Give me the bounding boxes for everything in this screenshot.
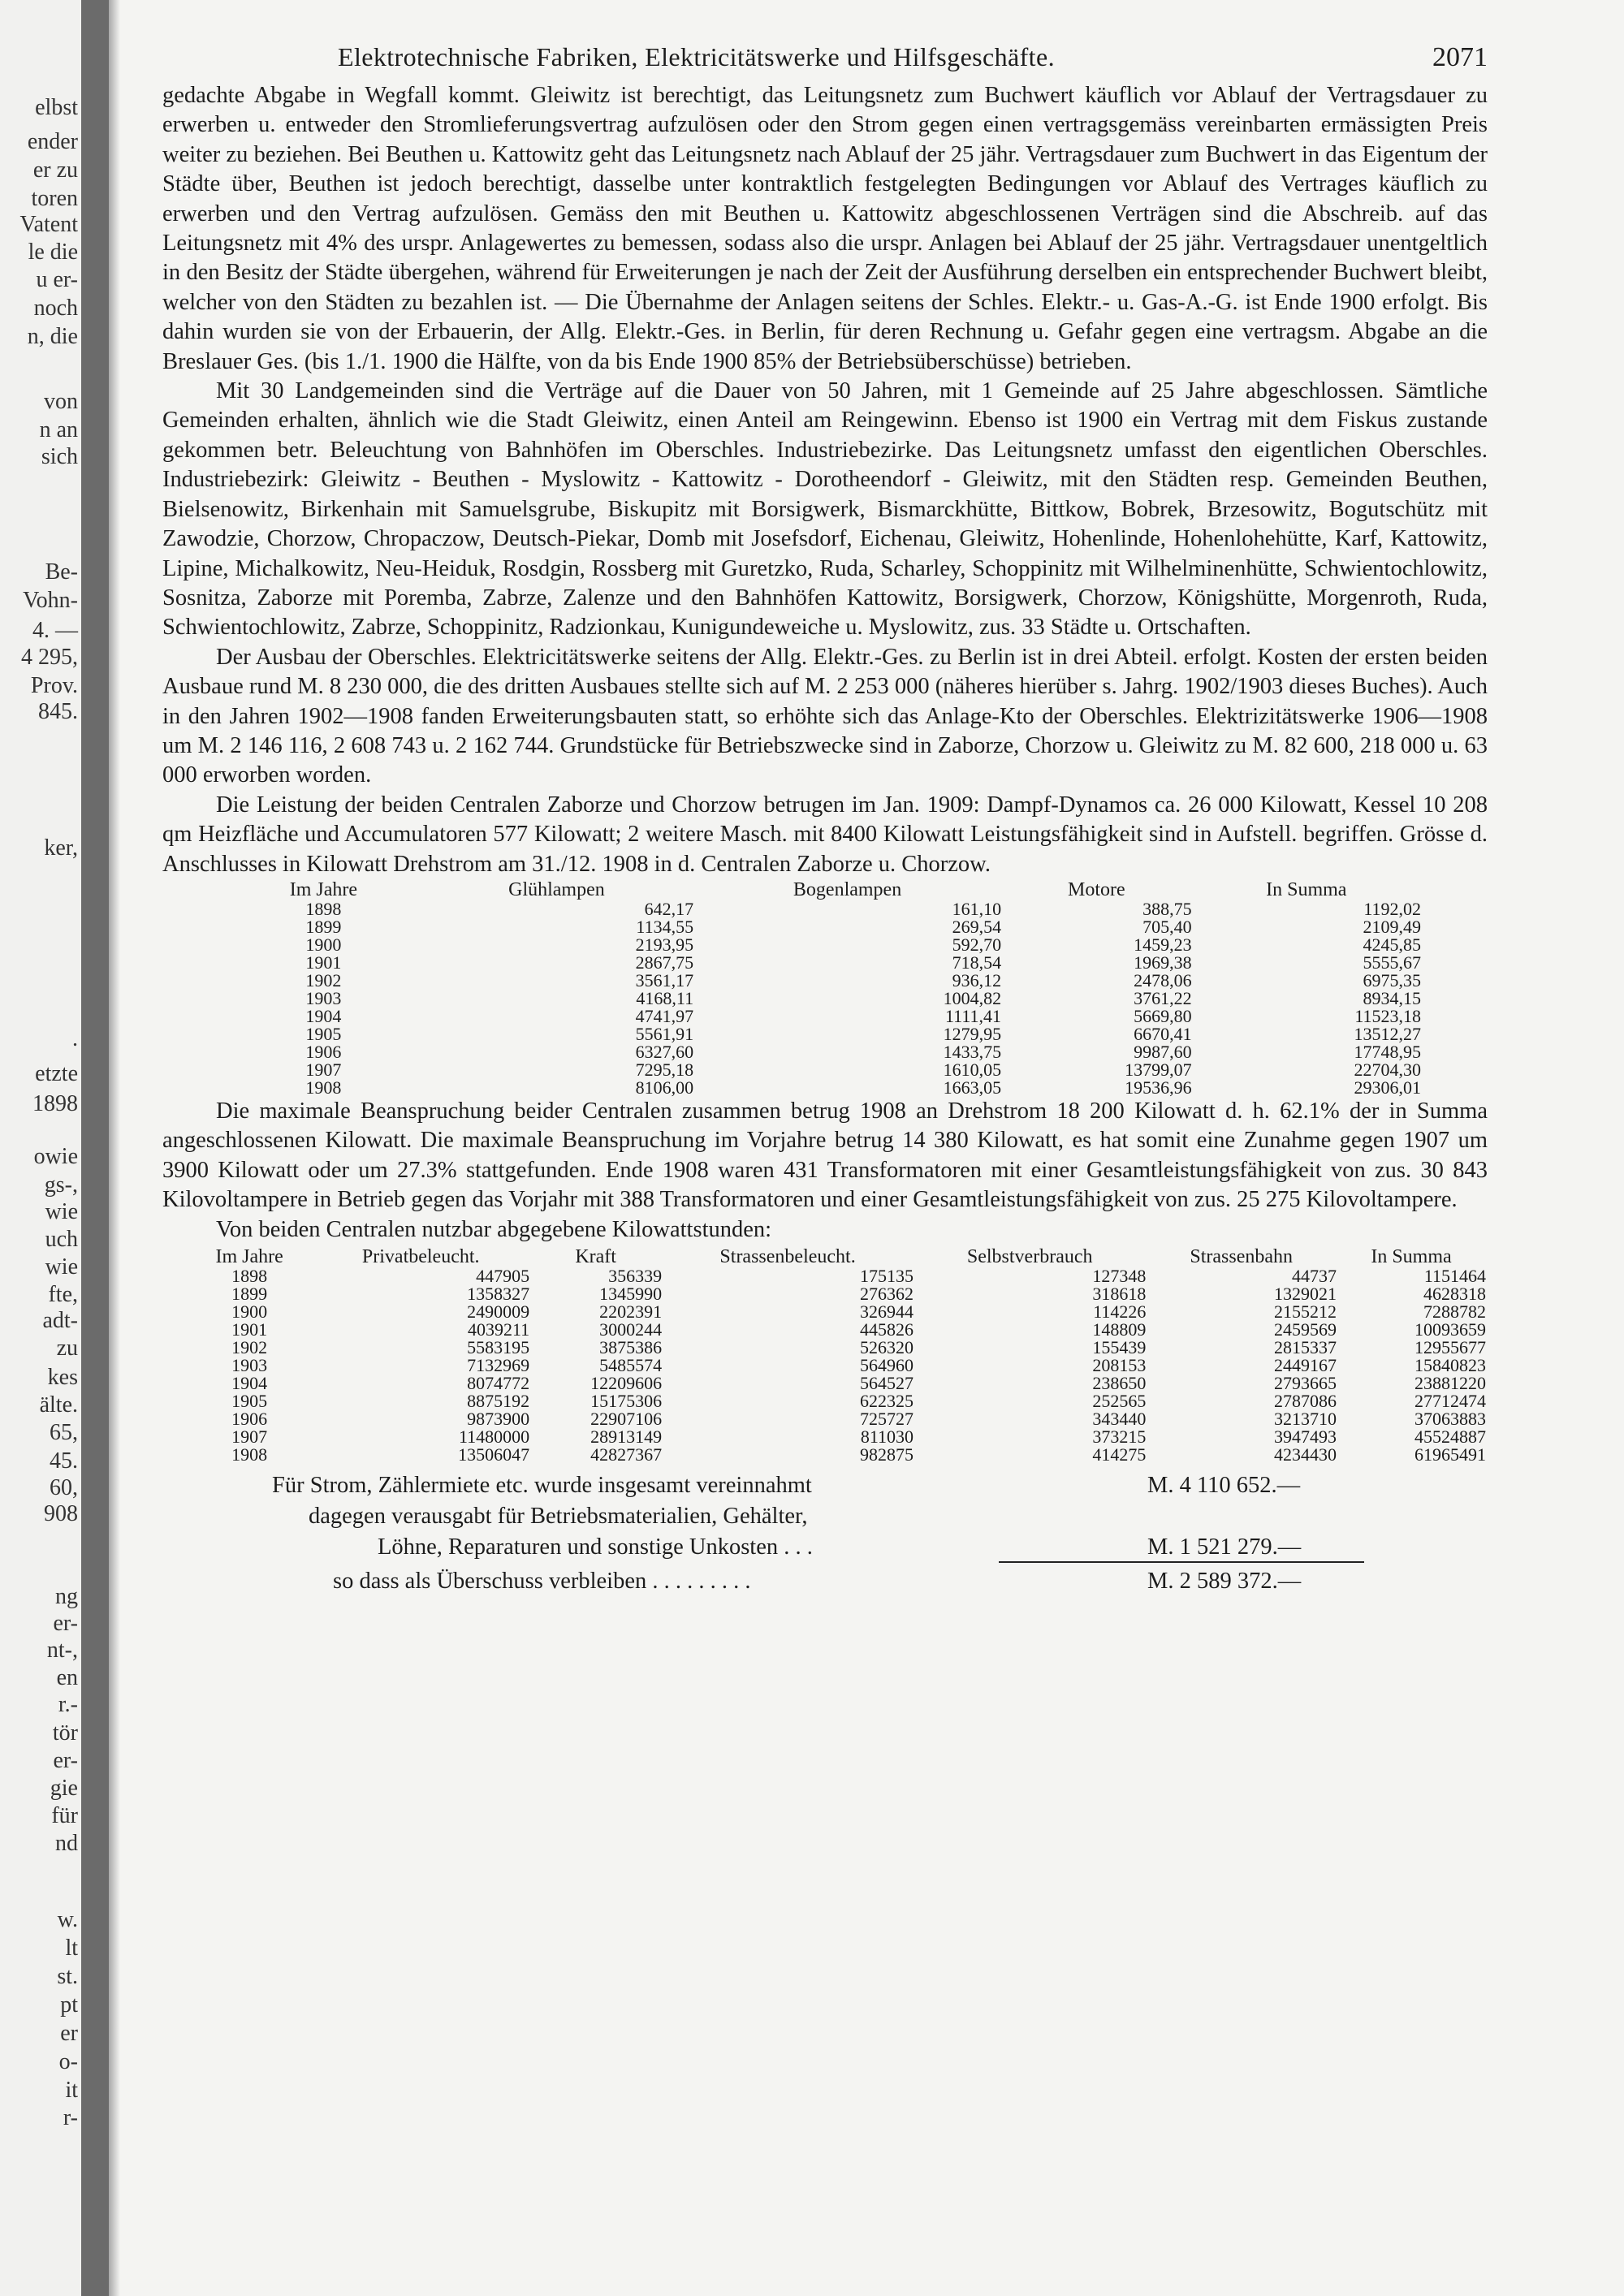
value-cell: 11480000 [458,1426,530,1447]
table-row [187,1446,1486,1464]
value-cell: 7288782 [1423,1301,1486,1322]
edge-fragment: it [65,2078,78,2103]
value-cell: 9873900 [467,1409,530,1429]
value-cell: 114226 [1093,1301,1147,1322]
edge-fragment: ender [27,129,78,154]
year-cell: 1907 [231,1426,268,1447]
value-cell: 5669,80 [1134,1005,1192,1026]
value-cell: 12955677 [1415,1337,1486,1357]
column-header: Motore [1068,878,1125,900]
value-cell: 373215 [1092,1426,1147,1447]
year-cell: 1899 [231,1284,268,1304]
table-row [187,1392,1486,1410]
edge-fragment: w. [57,1907,78,1932]
edge-fragment: n an [39,417,78,442]
value-cell: 5485574 [599,1355,663,1375]
edge-fragment: 4 295, [21,645,78,670]
edge-fragment: gs-, [44,1172,78,1198]
edge-fragment: Prov. [30,673,78,698]
value-cell: 4039211 [467,1319,530,1340]
table-row [227,972,1421,990]
column-header: In Summa [1266,878,1347,900]
value-cell: 17748,95 [1354,1041,1421,1062]
edge-fragment: 4. — [32,618,78,643]
paragraph-expansion: Der Ausbau der Oberschles. Elektricitätswerke seitens der Allg. Elektr.-Ges. zu Berlin ist in drei Abteil. erfolgt. Kosten der ersten beiden Ausbaue rund M. 8 230 000, die des dritten Ausbaues stellte sich auf M. 2 253 000 (näheres hierüber s. Jahrg. 1902/1903 dieses Buches). Auch in den Jahren 1902—1908 fanden Erweiterungsbauten statt, so erhöhte sich das Anlage-Kto der Oberschles. Elektrizitätswerke 1906—1908 um M. 2 146 116, 2 608 743 u. 2 162 744. Grundstücke für Betriebszwecke sind in Zaborze, Chorzow u. Gleiwitz zu M. 82 600, 218 000 u. 63 000 erworben worden. [162,644,1488,788]
edge-fragment: 1898 [32,1091,78,1116]
year-cell: 1907 [305,1059,342,1080]
year-cell: 1898 [305,898,342,919]
value-cell: 7132969 [467,1355,530,1375]
value-cell: 19536,96 [1125,1077,1192,1098]
edge-fragment: u er- [36,267,78,292]
edge-fragment: älte. [39,1392,78,1418]
value-cell: 3947493 [1273,1426,1337,1447]
value-cell: 1151464 [1423,1266,1486,1286]
value-cell: 642,17 [644,898,694,919]
edge-fragment: lt [65,1936,78,1961]
column-header: Strassenbahn [1190,1246,1294,1267]
value-cell: 7295,18 [635,1059,694,1080]
surplus-label: so dass als Überschuss verbleiben . . . . . . . . . [333,1569,751,1594]
edge-fragment: r.- [58,1692,78,1717]
value-cell: 4168,11 [636,987,694,1008]
column-header: Selbstverbrauch [966,1246,1093,1267]
table-row [227,918,1421,936]
value-cell: 564960 [860,1355,914,1375]
year-cell: 1904 [305,1005,342,1026]
value-cell: 5555,67 [1363,952,1421,973]
edge-fragment: tör [52,1720,78,1746]
value-cell: 936,12 [952,969,1002,990]
value-cell: 161,10 [952,898,1002,919]
value-cell: 252565 [1092,1391,1147,1411]
value-cell: 4234430 [1273,1444,1337,1465]
edge-fragment: le die [28,240,78,265]
value-cell: 592,70 [952,934,1002,955]
edge-fragment: r- [63,2105,78,2130]
edge-fragment: fte, [48,1282,78,1307]
adjacent-page-edge [0,0,81,2296]
body-text [162,81,1488,1600]
edge-fragment: er zu [32,158,78,183]
running-header [162,32,1488,81]
edge-fragment: etzte [35,1061,78,1086]
year-cell: 1908 [231,1444,268,1465]
value-cell: 1610,05 [943,1059,1002,1080]
value-cell: 22704,30 [1354,1059,1421,1080]
edge-fragment: ker, [44,835,78,861]
value-cell: 127348 [1092,1266,1147,1286]
value-cell: 13506047 [458,1444,530,1465]
value-cell: 175135 [860,1266,914,1286]
value-cell: 811030 [860,1426,914,1447]
year-cell: 1905 [305,1023,342,1044]
edge-fragment: wie [45,1254,78,1280]
table2-intro: Von beiden Centralen nutzbar abgegebene Kilowattstunden: [216,1216,772,1242]
table-row [187,1321,1486,1339]
value-cell: 1329021 [1273,1284,1337,1304]
value-cell: 269,54 [952,916,1002,937]
value-cell: 5583195 [467,1337,530,1357]
edge-fragment: 45. [50,1448,78,1474]
value-cell: 1279,95 [943,1023,1002,1044]
connected-load-table [227,878,1421,1098]
edge-fragment: adt- [42,1308,78,1333]
value-cell: 23881220 [1415,1373,1486,1393]
table-row [187,1285,1486,1303]
value-cell: 11523,18 [1354,1005,1421,1026]
value-cell: 8934,15 [1363,987,1421,1008]
edge-fragment: er- [53,1748,78,1773]
value-cell: 29306,01 [1354,1077,1421,1098]
edge-fragment: nd [55,1831,78,1856]
value-cell: 4245,85 [1363,934,1421,955]
edge-fragment: Vatent [19,212,78,237]
edge-fragment: en [56,1665,78,1690]
value-cell: 718,54 [952,952,1002,973]
edge-fragment: . [72,1026,78,1051]
value-cell: 8875192 [467,1391,530,1411]
value-cell: 622325 [860,1391,914,1411]
table-row [227,936,1421,954]
value-cell: 2478,06 [1134,969,1192,990]
value-cell: 1969,38 [1134,952,1192,973]
value-cell: 13799,07 [1125,1059,1192,1080]
paragraph-communities: Mit 30 Landgemeinden sind die Verträge auf die Dauer von 50 Jahren, mit 1 Gemeinde auf 25 Jahre abgeschlossen. Sämtliche Gemeinden erhalten, ähnlich wie die Stadt Gleiwitz, einen Anteil am Reingewinn. Ebenso ist 1900 ein Vertrag mit dem Fiskus zustande gekommen betr. Beleuchtung von Bahnhöfen im Oberschles. Industriebezirke. Das Leitungsnetz umfasst den eigentlichen Oberschles. Industriebezirk: Gleiwitz - Beuthen - Myslowitz - Kattowitz - Dorotheendorf - Gleiwitz, mit den Städten resp. Gemeinden Beuthen, Bielsenowitz, Birkenhain mit Samuelsgrube, Biskupitz mit Borsigwerk, Bismarckhütte, Bittkow, Bobrek, Brzesowitz, Bogutschütz mit Zawodzie, Chorzow, Chropaczow, Deutsch-Piekar, Domb mit Josefsdorf, Eichenau, Gleiwitz, Hohenlinde, Hohenlohehütte, Karf, Kattowitz, Lipine, Michalkowitz, Neu-Heiduk, Rosdgin, Rossberg mit Guretzko, Ruda, Scharley, Schoppinitz mit Wilhelminenhütte, Schwientochlowitz, Sosnitza, Zaborze mit Poremba, Zabrze, Zalenze und den Bahnhöfen Kattowitz, Borsigwerk, Chorzow, Königshütte, Morgenroth, Ruda, Schwientochlowitz, Zabrze, Schoppinitz, Radzionkau, Kunigundeweiche u. Myslowitz, zus. 33 Städte u. Ortschaften. [162,378,1488,641]
value-cell: 564527 [860,1373,914,1393]
year-cell: 1902 [231,1337,268,1357]
value-cell: 8106,00 [635,1077,694,1098]
value-cell: 148809 [1092,1319,1147,1340]
column-header: Im Jahre [289,878,358,900]
revenue-label: Für Strom, Zählermiete etc. wurde insgesamt vereinnahmt [272,1473,812,1498]
value-cell: 3213710 [1273,1409,1337,1429]
table-row [187,1410,1486,1428]
edge-fragment: Be- [45,559,78,585]
value-cell: 276362 [860,1284,914,1304]
value-cell: 705,40 [1142,916,1192,937]
year-cell: 1905 [231,1391,268,1411]
table-row [227,1025,1421,1043]
column-header: Glühlampen [508,878,605,900]
table-row [187,1303,1486,1321]
edge-fragment: gie [50,1776,78,1801]
value-cell: 1192,02 [1363,898,1421,919]
edge-fragment: er [60,2021,78,2046]
value-cell: 44737 [1291,1266,1337,1286]
column-header: Im Jahre [215,1246,283,1267]
value-cell: 2202391 [599,1301,663,1322]
document-page [162,32,1488,2273]
value-cell: 1111,41 [945,1005,1002,1026]
edge-fragment: noch [33,296,78,321]
value-cell: 1358327 [467,1284,530,1304]
table-row [227,990,1421,1008]
value-cell: 2155212 [1273,1301,1337,1322]
value-cell: 208153 [1092,1355,1147,1375]
value-cell: 27712474 [1415,1391,1486,1411]
value-cell: 388,75 [1142,898,1192,919]
value-cell: 445826 [860,1319,914,1340]
edge-fragment: wie [45,1199,78,1224]
edge-fragment: 65, [50,1420,78,1445]
edge-fragment: 908 [44,1501,78,1526]
value-cell: 3761,22 [1134,987,1192,1008]
edge-fragment: owie [33,1144,78,1169]
value-cell: 15175306 [590,1391,663,1411]
edge-fragment: für [51,1803,78,1828]
table-row [227,1079,1421,1097]
revenue-amount: M. 4 110 652.— [1147,1473,1301,1498]
value-cell: 326944 [860,1301,914,1322]
value-cell: 982875 [860,1444,914,1465]
value-cell: 12209606 [590,1373,663,1393]
edge-fragment: nt-, [46,1638,78,1663]
value-cell: 2459569 [1273,1319,1337,1340]
value-cell: 5561,91 [635,1023,694,1044]
kilowatt-hours-table [187,1248,1486,1464]
value-cell: 356339 [608,1266,663,1286]
value-cell: 1459,23 [1134,934,1192,955]
value-cell: 2867,75 [635,952,694,973]
value-cell: 414275 [1092,1444,1147,1465]
value-cell: 1134,55 [636,916,694,937]
value-cell: 1663,05 [943,1077,1002,1098]
edge-fragment: Vohn- [23,588,78,613]
column-header: Kraft [575,1246,616,1267]
value-cell: 61965491 [1415,1444,1486,1465]
table-row [227,954,1421,972]
edge-fragment: zu [56,1336,78,1361]
expenses-label-2: Löhne, Reparaturen und sonstige Unkosten . . . [378,1534,813,1560]
value-cell: 2793665 [1273,1373,1337,1393]
value-cell: 22907106 [590,1409,663,1429]
value-cell: 9987,60 [1134,1041,1192,1062]
value-cell: 2815337 [1273,1337,1337,1357]
table-row [227,900,1421,918]
value-cell: 1345990 [599,1284,663,1304]
edge-fragment: von [44,389,78,414]
value-cell: 725727 [860,1409,914,1429]
edge-fragment: toren [31,186,78,211]
table-row [227,1061,1421,1079]
value-cell: 10093659 [1415,1319,1486,1340]
surplus-amount: M. 2 589 372.— [1147,1569,1302,1594]
edge-fragment: uch [45,1227,78,1252]
value-cell: 3875386 [599,1337,663,1357]
year-cell: 1898 [231,1266,268,1286]
value-cell: 37063883 [1415,1409,1486,1429]
paragraph-capacity: Die Leistung der beiden Centralen Zaborze und Chorzow betrugen im Jan. 1909: Dampf-Dynamos ca. 26 000 Kilowatt, Kessel 10 208 qm Heizfläche und Accumulatoren 577 Kilowatt; 2 weitere Masch. mit 8400 Kilowatt Leistungsfähigkeit sind in Aufstell. begriffen. Grösse d. Anschlusses in Kilowatt Drehstrom am 31./12. 1908 in d. Centralen Zaborze u. Chorzow. [162,792,1488,877]
edge-fragment: sich [41,444,78,469]
table-row [187,1375,1486,1392]
expenses-amount: M. 1 521 279.— [1147,1534,1302,1560]
value-cell: 3000244 [599,1319,663,1340]
value-cell: 343440 [1092,1409,1147,1429]
value-cell: 447905 [476,1266,530,1286]
value-cell: 2490009 [467,1301,530,1322]
value-cell: 4741,97 [635,1005,694,1026]
table-row [187,1267,1486,1285]
header-title: Elektrotechnische Fabriken, Elektricitätswerke und Hilfsgeschäfte. [338,42,1055,71]
paragraph-contract-terms: gedachte Abgabe in Wegfall kommt. Gleiwitz ist berechtigt, das Leitungsnetz zum Buchwert käuflich vor Ablauf der Vertragsdauer zu erwerben u. entweder den Stromlieferungsvertrag aufzulösen oder den Strom gegen einen vertragsgemäss vereinbarten ermässigten Preis weiter zu beziehen. Bei Beuthen u. Kattowitz geht das Leitungsnetz nach Ablauf der 25 jähr. Vertragsdauer zum Buchwert in das Eigentum der Städte über, Beuthen ist jedoch berechtigt, dasselbe unter kontraktlich festgelegten Bedingungen vor Ablauf des Vertrages käuflich zu erwerben und den Vertrag aufzulösen. Gemäss den mit Beuthen u. Kattowitz abgeschlossenen Verträgen sind die Abschreib. auf das Leitungsnetz mit 4% des urspr. Anlagewertes zu bemessen, sodass also die urspr. Anlagen bei Ablauf der 25 jähr. Vertragsdauer unentgeltlich in den Besitz der Städte übergehen, während für Erweiterungen je nach der Zeit der Ausführung derselben ein entsprechender Buchwert bleibt, welcher von den Städten zu bezahlen ist. — Die Übernahme der Anlagen seitens der Schles. Elektr.- u. Gas-A.-G. ist Ende 1900 erfolgt. Bis dahin wurden sie von der Erbauerin, der Allg. Elektr.-Ges. in Berlin, für deren Rechnung u. Gefahr gegen eine vertragsm. Abgabe an die Breslauer Ges. (bis 1./1. 1900 die Hälfte, von da bis Ende 1900 85% der Betriebsüberschüsse) betrieben. [162,83,1488,374]
edge-fragment: 845. [38,699,78,724]
edge-fragment: ng [55,1584,78,1609]
year-cell: 1908 [305,1077,342,1098]
page-number: 2071 [1432,42,1488,72]
value-cell: 2193,95 [635,934,694,955]
sum-rule [999,1561,1364,1563]
value-cell: 155439 [1092,1337,1147,1357]
edge-fragment: 60, [50,1475,78,1500]
column-header: Strassenbeleucht. [719,1246,856,1267]
edge-fragment: n, die [27,324,78,349]
year-cell: 1902 [305,969,342,990]
year-cell: 1900 [305,934,342,955]
value-cell: 42827367 [590,1444,663,1465]
value-cell: 6670,41 [1134,1023,1192,1044]
value-cell: 526320 [860,1337,914,1357]
year-cell: 1899 [305,916,342,937]
edge-fragment: kes [47,1365,78,1390]
paragraph-max-load: Die maximale Beanspruchung beider Centralen zusammen betrug 1908 an Drehstrom 18 200 Kilowatt d. h. 62.1% der in Summa angeschlossenen Kilowatt. Die maximale Beanspruchung im Vorjahre betrug 14 380 Kilowatt, es hat somit eine Zunahme gegen 1907 um 3900 Kilowatt oder um 27.3% stattgefunden. Ende 1908 waren 431 Transformatoren mit einer Gesamtleistungsfähigkeit von zus. 30 843 Kilovoltampere in Betrieb gegen das Vorjahr mit 388 Transformatoren und einer Gesamtleistungsfähigkeit von zus. 25 275 Kilovoltampere. [162,1098,1488,1213]
edge-fragment: elbst [35,95,78,120]
value-cell: 4628318 [1423,1284,1486,1304]
table-row [187,1357,1486,1375]
year-cell: 1901 [231,1319,268,1340]
year-cell: 1901 [305,952,342,973]
value-cell: 13512,27 [1354,1023,1421,1044]
table-row [227,1043,1421,1061]
value-cell: 6327,60 [635,1041,694,1062]
column-header: Bogenlampen [793,878,902,900]
year-cell: 1903 [305,987,342,1008]
year-cell: 1904 [231,1373,268,1393]
year-cell: 1900 [231,1301,268,1322]
value-cell: 6975,35 [1363,969,1421,990]
value-cell: 2109,49 [1363,916,1421,937]
year-cell: 1903 [231,1355,268,1375]
value-cell: 28913149 [590,1426,663,1447]
value-cell: 3561,17 [635,969,694,990]
value-cell: 15840823 [1415,1355,1486,1375]
value-cell: 1004,82 [943,987,1002,1008]
book-gutter [81,0,109,2296]
value-cell: 8074772 [467,1373,530,1393]
financial-summary [162,1470,1488,1600]
table-row [187,1339,1486,1357]
value-cell: 2449167 [1273,1355,1337,1375]
edge-fragment: pt [60,1992,78,2018]
edge-fragment: er- [53,1611,78,1636]
value-cell: 1433,75 [943,1041,1002,1062]
value-cell: 45524887 [1415,1426,1486,1447]
value-cell: 238650 [1092,1373,1147,1393]
edge-fragment: st. [57,1964,78,1989]
expenses-label-1: dagegen verausgabt für Betriebsmaterialien, Gehälter, [309,1504,808,1529]
edge-fragment: o- [58,2049,78,2074]
gutter-shadow [109,0,120,2296]
year-cell: 1906 [305,1041,342,1062]
column-header: In Summa [1371,1246,1452,1267]
column-header: Privatbeleucht. [361,1246,480,1267]
year-cell: 1906 [231,1409,268,1429]
value-cell: 318618 [1092,1284,1147,1304]
value-cell: 2787086 [1273,1391,1337,1411]
table-row [227,1008,1421,1025]
table-row [187,1428,1486,1446]
